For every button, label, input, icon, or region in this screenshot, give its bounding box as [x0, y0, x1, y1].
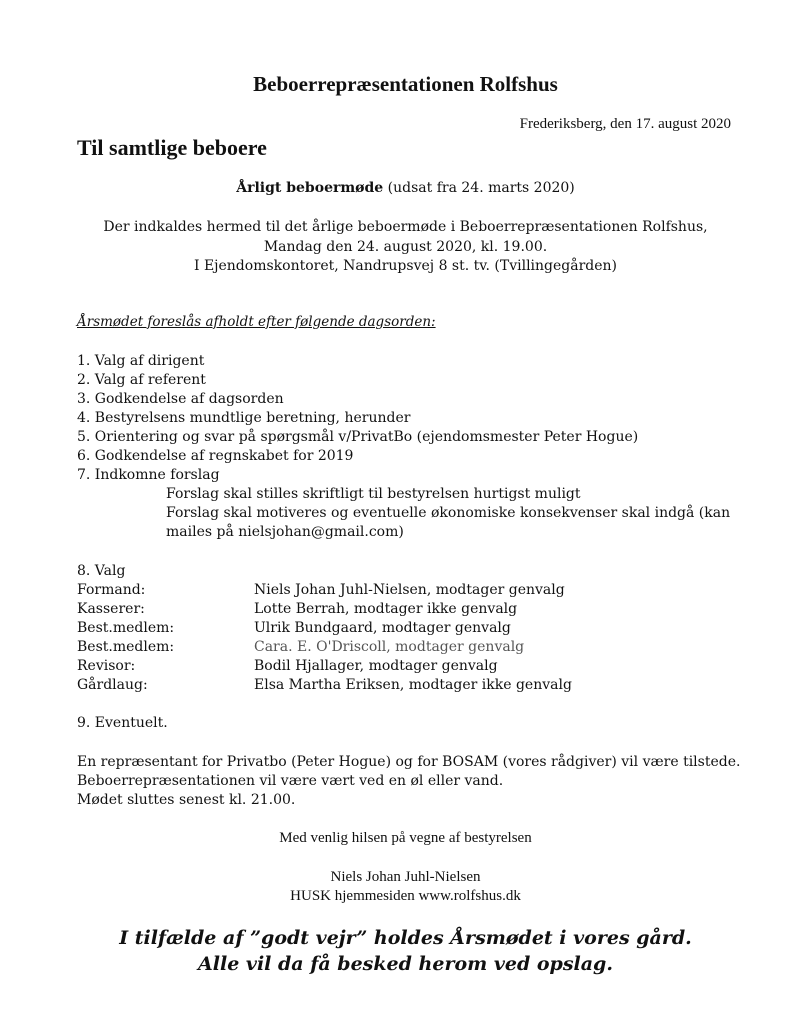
election-person: Ulrik Bundgaard, modtager genvalg — [254, 620, 511, 636]
agenda-item-misc: 9. Eventuelt. — [77, 715, 168, 731]
election-person: Bodil Hjallager, modtager genvalg — [254, 658, 498, 674]
document-heading: Beboerrepræsentationen Rolfshus — [253, 72, 558, 96]
dateline: Frederiksberg, den 17. august 2020 — [519, 116, 731, 132]
closing-text — [77, 753, 740, 810]
proposal-note: mailes på nielsjohan@gmail.com) — [166, 524, 404, 540]
election-row — [77, 676, 572, 695]
closing-line: En repræsentant for Privatbo (Peter Hogue) og for BOSAM (vores rådgiver) vil være tilstede. — [77, 754, 741, 770]
election-row — [77, 619, 572, 638]
elections-title: 8. Valg — [77, 563, 126, 579]
invite-line: Der indkaldes hermed til det årlige beboermøde i Beboerrepræsentationen Rolfshus, — [103, 219, 708, 235]
closing-line: Mødet sluttes senest kl. 21.00. — [77, 792, 296, 808]
closing-line: Beboerrepræsentationen vil være vært ved en øl eller vand. — [77, 773, 504, 789]
election-row — [77, 657, 572, 676]
meeting-title-label: Årligt beboermøde — [236, 180, 384, 196]
election-person: Niels Johan Juhl-Nielsen, modtager genvalg — [254, 582, 565, 598]
election-row — [77, 638, 572, 657]
signature-name: Niels Johan Juhl-Nielsen — [330, 869, 481, 885]
invite-line: Mandag den 24. august 2020, kl. 19.00. — [263, 238, 548, 255]
election-role: Gårdlaug: — [77, 677, 148, 693]
election-row — [77, 600, 572, 619]
proposal-note: Forslag skal motiveres og eventuelle økonomiske konsekvenser skal indgå (kan — [166, 505, 731, 521]
recipients-heading: Til samtlige beboere — [77, 135, 267, 160]
weather-notice — [0, 925, 811, 977]
election-role: Formand: — [77, 582, 146, 598]
election-person: Elsa Martha Eriksen, modtager ikke genvalg — [254, 677, 572, 693]
proposal-note: Forslag skal stilles skriftligt til bestyrelsen hurtigst muligt — [166, 486, 581, 502]
invitation-text — [0, 218, 811, 277]
agenda-item: 2. Valg af referent — [77, 372, 206, 388]
election-role: Kasserer: — [77, 601, 145, 617]
election-role: Best.medlem: — [77, 639, 175, 655]
website-reminder: HUSK hjemmesiden www.rolfshus.dk — [290, 888, 521, 904]
signature-block — [0, 868, 811, 906]
agenda-item: 6. Godkendelse af regnskabet for 2019 — [77, 448, 354, 464]
agenda-item: 3. Godkendelse af dagsorden — [77, 391, 284, 407]
elections-section — [77, 562, 572, 695]
election-role: Revisor: — [77, 658, 136, 674]
agenda-list — [77, 352, 730, 542]
election-person: Cara. E. O'Driscoll, modtager genvalg — [254, 639, 525, 655]
election-person: Lotte Berrah, modtager ikke genvalg — [254, 601, 518, 617]
agenda-item: 7. Indkomne forslag — [77, 467, 220, 483]
election-row — [77, 581, 572, 600]
agenda-item: 1. Valg af dirigent — [77, 353, 205, 369]
notice-line: I tilfælde af ”godt vejr” holdes Årsmødet i vores gård. — [119, 927, 692, 949]
agenda-item: 4. Bestyrelsens mundtlige beretning, herunder — [77, 410, 411, 426]
meeting-title — [0, 180, 811, 196]
regards-line: Med venlig hilsen på vegne af bestyrelsen — [279, 830, 532, 846]
meeting-postponed-note: (udsat fra 24. marts 2020) — [387, 180, 575, 196]
agenda-item: 5. Orientering og svar på spørgsmål v/PrivatBo (ejendomsmester Peter Hogue) — [77, 429, 639, 445]
election-role: Best.medlem: — [77, 620, 175, 636]
notice-line: Alle vil da få besked herom ved opslag. — [198, 953, 613, 975]
agenda-intro: Årsmødet foreslås afholdt efter følgende dagsorden: — [77, 314, 436, 330]
invite-line: I Ejendomskontoret, Nandrupsvej 8 st. tv. (Tvillingegården) — [193, 258, 618, 274]
